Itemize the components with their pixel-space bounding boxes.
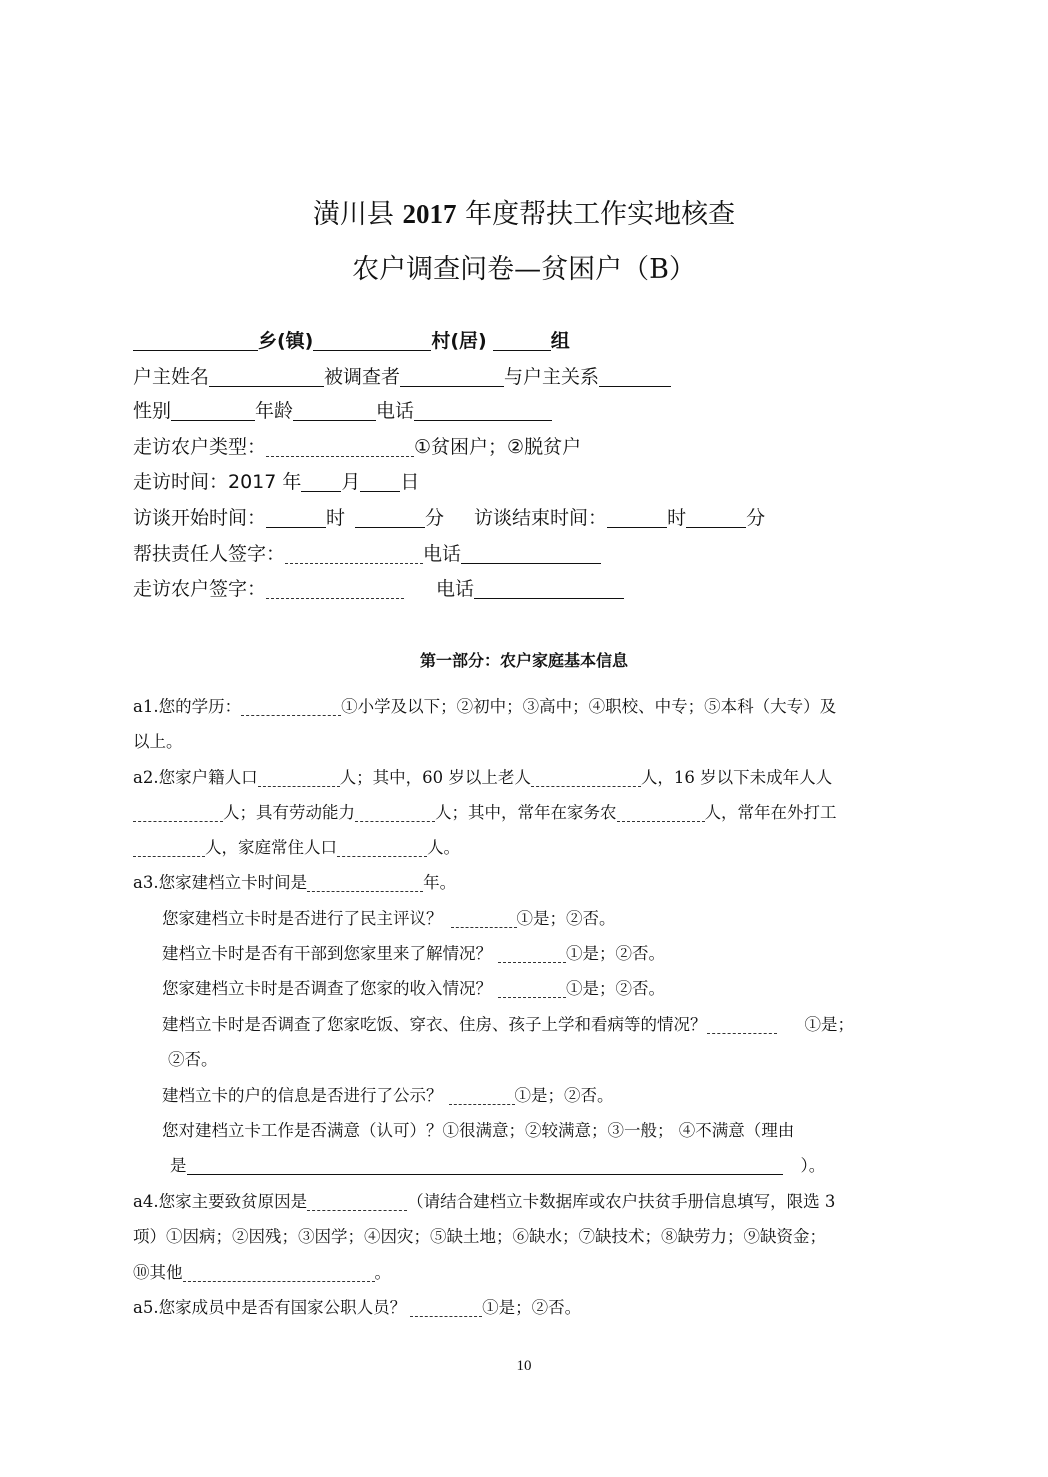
a4-label: a4.您家主要致贫原因是 [133,1192,308,1211]
farmer-sign-label: 走访农户签字： [133,578,267,600]
section-heading: 第一部分：农户家庭基本信息 [419,651,628,670]
visit-type-row [133,434,581,460]
a3-q1-options: ①是；②否。 [516,909,616,928]
farmer-phone-field[interactable] [474,578,624,599]
farmer-phone-label: 电话 [436,578,475,600]
a3-q2-text: 建档立卡时是否有干部到您家里来了解情况？ [162,944,492,963]
a3-label: a3.您家建档立卡时间是 [133,873,308,892]
group-label: 组 [550,330,570,352]
start-hour-field[interactable] [266,507,326,528]
a2-elderly-field[interactable] [531,769,641,787]
a2-farming-field[interactable] [617,804,705,822]
visit-date-row [133,469,419,495]
document-title [0,192,1048,231]
a3-q4-option-1: ①是； [804,1015,854,1034]
start-hour-label: 时 [326,507,346,529]
a3-q5-text: 建档立卡的户的信息是否进行了公示？ [162,1086,443,1105]
a2-text-1: a2.您家户籍人口 [133,768,258,787]
month-label: 月 [341,471,361,493]
location-row [133,328,570,354]
age-label: 年龄 [255,400,294,422]
visit-type-field[interactable] [266,436,414,457]
day-field[interactable] [360,471,400,492]
farmer-sign-field[interactable] [266,578,404,599]
group-field[interactable] [493,330,551,351]
a3-q3-field[interactable] [498,980,566,998]
a2-text-3: 人，16 岁以下未成年人人 [640,768,833,787]
farmer-sign-row [133,576,624,602]
a2-line-2 [133,801,837,825]
a3-q3 [162,977,665,1001]
gender-field[interactable] [171,400,255,421]
visit-type-options: ①贫困户；②脱贫户 [414,436,582,458]
gender-age-phone-row [133,398,552,424]
a2-migrant-field[interactable] [133,839,205,857]
a3-q5-options: ①是；②否。 [514,1086,614,1105]
age-field[interactable] [293,400,376,421]
a4-other-label: ⑩其他 [133,1263,183,1282]
end-hour-field[interactable] [607,507,667,528]
month-field[interactable] [301,471,341,492]
a3-q4-option-2: ②否。 [168,1050,218,1069]
helper-sign-row [133,541,601,567]
a4-options: 项）①因病；②因残；③因学；④因灾；⑤缺土地；⑥缺水；⑦缺技术；⑧缺劳力；⑨缺资金； [133,1227,826,1246]
a1-label: a1.您的学历： [133,697,242,716]
a4-field[interactable] [307,1193,407,1211]
gender-label: 性别 [133,400,172,422]
a3-q2-field[interactable] [498,945,566,963]
start-minute-label: 分 [425,507,445,529]
helper-phone-label: 电话 [423,543,462,565]
visit-date-label: 走访时间：2017 年 [133,471,302,493]
a3-q5-field[interactable] [449,1087,515,1105]
a1-field[interactable] [241,698,341,716]
title-year: 2017 [402,199,457,229]
helper-phone-field[interactable] [461,543,601,564]
householder-label: 户主姓名 [133,366,210,388]
question-a5 [133,1296,581,1320]
a3-q3-text: 您家建档立卡时是否调查了您家的收入情况？ [162,979,492,998]
a2-minor-field[interactable] [133,804,223,822]
page-number: 10 [516,1358,532,1374]
a2-labor-field[interactable] [355,804,435,822]
householder-row [133,364,671,390]
a3-q4-field[interactable] [707,1016,777,1034]
a4-other-suffix: 。 [374,1263,391,1282]
a2-text-8: 人。 [427,838,460,857]
day-label: 日 [400,471,420,493]
document-subtitle: 农户调查问卷—贫困户（B） [352,254,696,285]
a3-q2 [162,942,665,966]
a3-q2-options: ①是；②否。 [566,944,665,963]
start-minute-field[interactable] [355,507,425,528]
relation-field[interactable] [599,366,671,387]
respondent-label: 被调查者 [324,366,401,388]
end-hour-label: 时 [667,507,687,529]
visit-type-label: 走访农户类型： [133,436,267,458]
village-field[interactable] [313,330,431,351]
phone-field[interactable] [414,400,552,421]
a5-field[interactable] [410,1299,482,1317]
a3-q1-field[interactable] [451,910,517,928]
start-time-label: 访谈开始时间： [133,507,267,529]
a3-q6-reason-prefix: 是 [170,1156,187,1175]
a2-line-3 [133,836,460,860]
end-time-label: 访谈结束时间： [474,507,608,529]
a3-year-field[interactable] [307,874,423,892]
a3-q6: 您对建档立卡工作是否满意（认可）？①很满意；②较满意；③一般； ④不满意（理由 [162,1121,795,1140]
township-field[interactable] [133,330,258,351]
a5-label: a5.您家成员中是否有国家公职人员？ [133,1298,407,1317]
title-suffix: 年度帮扶工作实地核查 [465,199,736,230]
a4-note: （请结合建档立卡数据库或农户扶贫手册信息填写，限选 3 [407,1192,836,1211]
helper-sign-label: 帮扶责任人签字： [133,543,286,565]
village-label: 村(居) [431,330,487,352]
householder-field[interactable] [209,366,324,387]
question-a1 [133,695,836,719]
a2-resident-field[interactable] [337,839,427,857]
relation-label: 与户主关系 [504,366,600,388]
a2-text-2: 人；其中，60 岁以上老人 [339,768,531,787]
a1-continuation: 以上。 [133,732,183,751]
question-a2 [133,766,832,790]
a3-q1-text: 您家建档立卡时是否进行了民主评议？ [162,909,443,928]
a3-q4 [162,1013,854,1037]
a2-text-4: 人；具有劳动能力 [223,803,355,822]
a1-options: ①小学及以下；②初中；③高中；④职校、中专；⑤本科（大专）及 [341,697,837,716]
a3-q3-options: ①是；②否。 [566,979,665,998]
a3-q5 [162,1084,614,1108]
a2-text-6: 人，常年在外打工 [704,803,837,822]
phone-label: 电话 [376,400,415,422]
respondent-field[interactable] [400,366,504,387]
end-minute-field[interactable] [686,507,746,528]
a3-q6-reason-suffix: ）。 [800,1156,826,1175]
a4-other [133,1261,391,1285]
a3-q6-reason-field[interactable] [187,1157,783,1175]
interview-time-row [133,505,765,531]
helper-sign-field[interactable] [285,543,423,564]
township-label: 乡(镇) [258,330,314,352]
a2-text-5: 人；其中，常年在家务农 [435,803,617,822]
question-a4 [133,1190,835,1214]
end-minute-label: 分 [746,507,766,529]
a5-options: ①是；②否。 [482,1298,582,1317]
a4-other-field[interactable] [183,1264,375,1282]
a3-q4-text: 建档立卡时是否调查了您家吃饭、穿衣、住房、孩子上学和看病等的情况？ [162,1015,707,1034]
title-prefix: 潢川县 [312,199,394,230]
question-a3 [133,871,456,895]
a3-q1 [162,907,616,931]
a3-suffix: 年。 [423,873,457,892]
a3-q6-reason [170,1154,825,1178]
a2-registered-field[interactable] [258,769,340,787]
a2-text-7: 人，家庭常住人口 [205,838,337,857]
